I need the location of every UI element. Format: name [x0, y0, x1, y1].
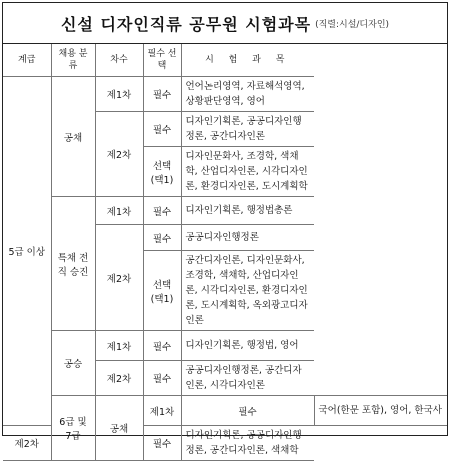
header-round: 차수 [95, 44, 143, 77]
subjects-cell: 디자인기획론, 행정법총론 [181, 197, 314, 225]
type-cell: 필수 [143, 331, 181, 361]
table-header-row [3, 44, 447, 77]
recruit-promo: 공승 [51, 331, 95, 396]
header-grade: 계급 [3, 44, 51, 77]
type-cell: 필수 [143, 225, 181, 251]
round-cell: 제2차 [95, 112, 143, 197]
type-cell: 필수 [143, 112, 181, 147]
header-type: 필수 선택 [143, 44, 181, 77]
table-row [3, 197, 447, 225]
document-title [3, 3, 447, 44]
round-cell: 제1차 [143, 396, 181, 426]
title-sub: (직렬:시설/디자인) [315, 19, 390, 30]
round-cell: 제1차 [95, 77, 143, 112]
round-cell: 제2차 [3, 426, 51, 461]
round-cell: 제2차 [95, 225, 143, 331]
recruit-special: 특채 전직 승진 [51, 197, 95, 331]
title-main: 신설 디자인직류 공무원 시험과목 [60, 14, 312, 34]
recruit-open-67: 공채 [95, 396, 143, 461]
type-cell: 필수 [143, 77, 181, 112]
round-cell: 제1차 [95, 331, 143, 361]
subjects-cell: 디자인문화사, 조경학, 색채학, 산업디자인론, 시각디자인론, 환경디자인론, 도시계획학 [181, 147, 314, 197]
subjects-cell: 디자인기획론, 행정법, 영어 [181, 331, 314, 361]
exam-subject-table [3, 44, 447, 461]
type-cell: 필수 [143, 197, 181, 225]
subjects-cell: 공간디자인론, 디자인문화사, 조경학, 색채학, 산업디자인론, 시각디자인론, 환경디자인론, 도시계획학, 옥외광고디자인론 [181, 251, 314, 331]
subjects-cell: 언어논리영역, 자료해석영역, 상황판단영역, 영어 [181, 77, 314, 112]
table-row [3, 331, 447, 361]
subjects-cell: 공공디자인행정론, 공간디자인론, 시각디자인론 [181, 361, 314, 396]
type-cell: 선택 (택1) [143, 147, 181, 197]
header-subjects: 시 험 과 목 [181, 44, 314, 77]
round-cell: 제2차 [95, 361, 143, 396]
subjects-cell: 디자인기획론, 공공디자인행정론, 공간디자인론, 색채학 [181, 426, 314, 461]
recruit-open: 공채 [51, 77, 95, 197]
grade-5: 5급 이상 [3, 77, 51, 426]
header-recruit: 채용 분류 [51, 44, 95, 77]
type-cell: 필수 [181, 396, 314, 426]
table-row [3, 77, 447, 112]
type-cell: 선택 (택1) [143, 251, 181, 331]
subjects-cell: 국어(한문 포함), 영어, 한국사 [314, 396, 447, 426]
round-cell: 제1차 [95, 197, 143, 225]
subjects-cell: 디자인기획론, 공공디자인행정론, 공간디자인론 [181, 112, 314, 147]
grade-67: 6급 및 7급 [51, 396, 95, 461]
type-cell: 필수 [143, 426, 181, 461]
table-row [3, 396, 447, 426]
type-cell: 필수 [143, 361, 181, 396]
document-page [2, 2, 448, 456]
subjects-cell: 공공디자인행정론 [181, 225, 314, 251]
